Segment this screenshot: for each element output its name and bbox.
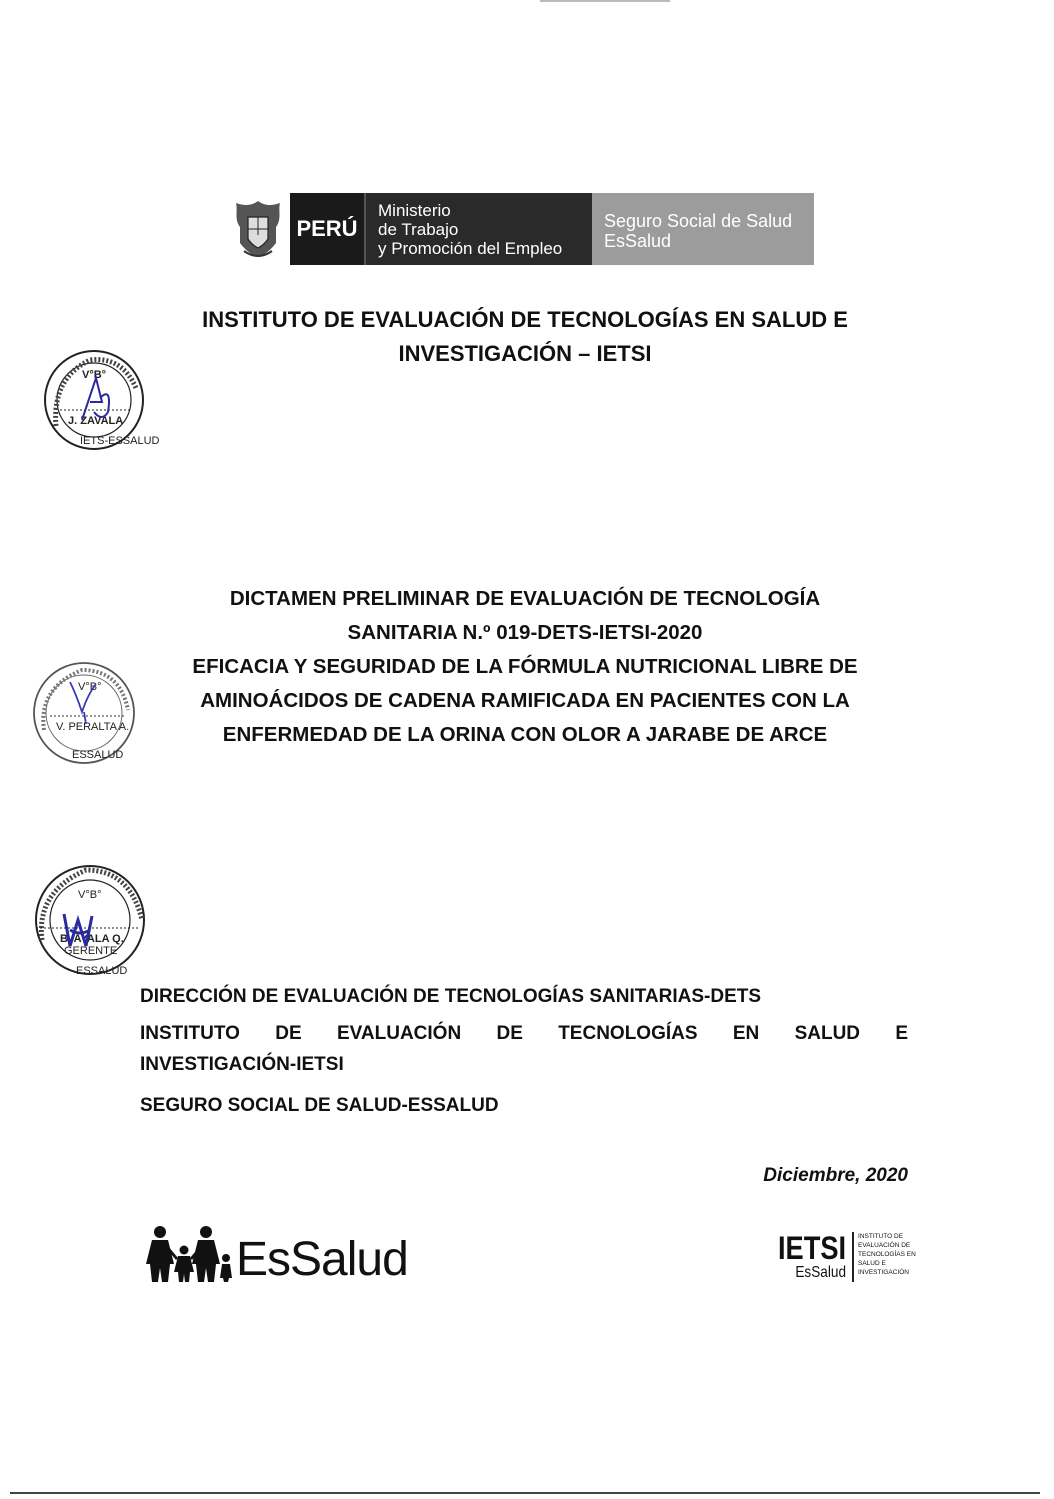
scan-artifact-top xyxy=(540,0,670,2)
direction-line-dets: DIRECCIÓN DE EVALUACIÓN DE TECNOLOGÍAS SANITARIAS-DETS xyxy=(140,986,762,1007)
ietsi-descriptor xyxy=(854,1232,920,1282)
stamp-bottom: IETS-ESSALUD xyxy=(80,435,160,447)
dictamen-line: DICTAMEN PRELIMINAR DE EVALUACIÓN DE TECNOLOGÍA xyxy=(229,587,821,610)
ietsi-sub: EsSalud xyxy=(795,1264,847,1281)
stamp-vb: V°B° xyxy=(78,681,102,693)
ministry-line: y Promoción del Empleo xyxy=(378,239,563,258)
essalud-family-icon xyxy=(146,1224,232,1284)
ietsi-descriptor-line: TECNOLOGÍAS EN xyxy=(858,1251,916,1258)
document-date: Diciembre, 2020 xyxy=(763,1165,908,1186)
ministry-line: de Trabajo xyxy=(378,220,459,239)
ministry-line: Ministerio xyxy=(378,201,451,220)
essalud-logo xyxy=(146,1224,408,1284)
ministry-label xyxy=(366,193,592,265)
direction-line-institute: INSTITUTO DE EVALUACIÓN DE TECNOLOGÍAS EN SALUD E xyxy=(140,1023,908,1044)
ietsi-logo xyxy=(766,1232,920,1282)
stamp-name: J. ZAVALA xyxy=(68,415,124,427)
approval-stamp-ayala xyxy=(30,862,150,980)
seguro-line: Seguro Social de Salud xyxy=(604,211,793,231)
direction-line-ietsi: INVESTIGACIÓN-IETSI xyxy=(140,1054,344,1075)
seguro-line: EsSalud xyxy=(604,231,672,251)
dictamen-line: EFICACIA Y SEGURIDAD DE LA FÓRMULA NUTRICIONAL LIBRE DE xyxy=(192,655,858,678)
stamp-vb: V°B° xyxy=(82,369,107,381)
signature-peralta xyxy=(66,676,112,726)
stamp-bottom: ESSALUD xyxy=(76,965,128,977)
peru-coat-of-arms-icon xyxy=(226,193,290,265)
signature-ayala xyxy=(60,906,100,954)
dictamen-line: ENFERMEDAD DE LA ORINA CON OLOR A JARABE DE ARCE xyxy=(222,723,828,746)
dictamen-line: SANITARIA N.º 019-DETS-IETSI-2020 xyxy=(347,621,703,644)
stamp-role: GERENTE xyxy=(64,945,118,957)
government-banner xyxy=(226,193,814,265)
ietsi-descriptor-line: INSTITUTO DE xyxy=(858,1233,904,1240)
signature-zavala xyxy=(72,372,122,424)
approval-stamp-zavala xyxy=(42,348,160,452)
dictamen-line: AMINOÁCIDOS DE CADENA RAMIFICADA EN PACIENTES CON LA xyxy=(200,689,850,712)
ietsi-descriptor-line: SALUD E xyxy=(858,1260,886,1267)
stamp-name: B. AYALA Q. xyxy=(60,933,124,945)
stamp-bottom: ESSALUD xyxy=(72,749,124,761)
essalud-logo-text: EsSalud xyxy=(236,1233,408,1286)
stamp-vb: V°B° xyxy=(78,889,102,901)
stamp-name: V. PERALTA A. xyxy=(56,721,130,733)
institute-title-line: INSTITUTO DE EVALUACIÓN DE TECNOLOGÍAS EN SALUD E xyxy=(202,307,848,332)
dictamen-title xyxy=(110,582,940,752)
seguro-social-label xyxy=(592,193,814,265)
ietsi-descriptor-line: EVALUACIÓN DE xyxy=(858,1242,911,1249)
approval-stamp-peralta xyxy=(30,660,138,766)
ietsi-acronym: IETSI xyxy=(778,1230,847,1266)
scan-artifact-bottom xyxy=(10,1492,1040,1494)
ietsi-descriptor-line: INVESTIGACIÓN xyxy=(858,1269,909,1276)
institute-title xyxy=(110,303,940,371)
institute-title-line: INVESTIGACIÓN – IETSI xyxy=(398,341,652,366)
direction-line-essalud: SEGURO SOCIAL DE SALUD-ESSALUD xyxy=(140,1095,499,1116)
peru-label: PERÚ xyxy=(290,193,366,265)
